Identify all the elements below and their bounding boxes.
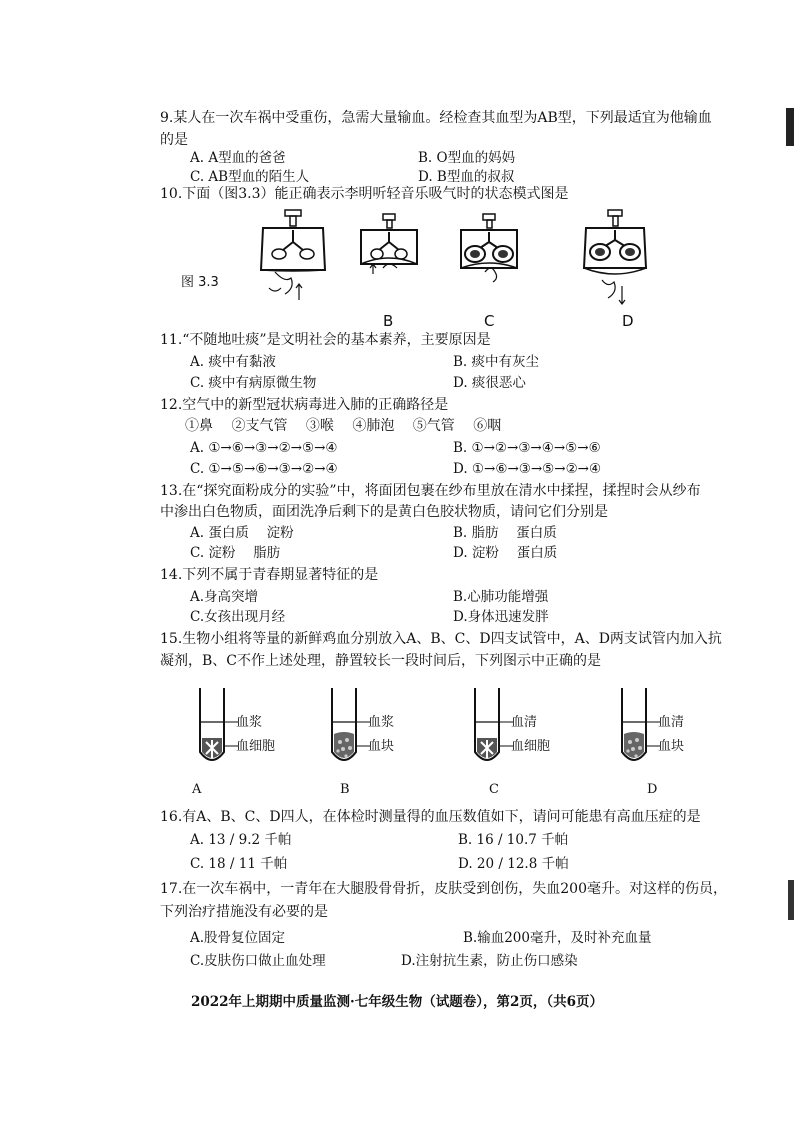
q14-option-d: D.身体迅速发胖 bbox=[453, 609, 549, 625]
bell-jar-model-a bbox=[255, 208, 335, 308]
q16-option-d: D. 20 / 12.8 千帕 bbox=[458, 856, 569, 872]
q17-option-a: A.股骨复位固定 bbox=[190, 930, 286, 946]
q16-option-b: B. 16 / 10.7 千帕 bbox=[458, 832, 569, 848]
q11-option-c: C. 痰中有病原微生物 bbox=[190, 375, 317, 391]
scan-edge-mark bbox=[786, 108, 794, 146]
tube-b-top-label: 血浆 bbox=[368, 715, 395, 730]
bell-jar-model-c bbox=[455, 212, 525, 302]
test-tube-d bbox=[620, 688, 648, 768]
q9-option-d: D. B型血的叔叔 bbox=[418, 169, 515, 185]
q16-option-c: C. 18 / 11 千帕 bbox=[190, 856, 288, 872]
q14-option-a: A.身高突增 bbox=[190, 589, 259, 605]
tube-letter-a: A bbox=[192, 782, 202, 797]
q10-stem: 10.下面（图3.3）能正确表示李明听轻音乐吸气时的状态模式图是 bbox=[160, 186, 569, 202]
q14-option-c: C.女孩出现月经 bbox=[190, 609, 286, 625]
q17-stem-cont: 下列治疗措施没有必要的是 bbox=[160, 904, 328, 920]
tube-c-top-label: 血清 bbox=[511, 715, 538, 730]
q12-option-c: C. ①→⑤→⑥→③→②→④ bbox=[190, 461, 338, 477]
q12-option-b: B. ①→②→③→④→⑤→⑥ bbox=[453, 440, 601, 456]
q17-option-c: C.皮肤伤口做止血处理 bbox=[190, 953, 326, 969]
q16-option-a: A. 13 / 9.2 千帕 bbox=[190, 832, 292, 848]
tube-d-top-label: 血清 bbox=[658, 715, 685, 730]
tube-letter-d: D bbox=[647, 782, 658, 797]
q11-option-d: D. 痰很恶心 bbox=[453, 375, 526, 391]
q11-stem: 11.“不随地吐痰”是文明社会的基本素养，主要原因是 bbox=[160, 332, 491, 348]
q9-option-a: A. A型血的爸爸 bbox=[190, 150, 286, 166]
bell-jar-model-d bbox=[580, 208, 655, 308]
q13-stem-cont: 中渗出白色物质，面团洗净后剩下的是黄白色胶状物质，请问它们分别是 bbox=[160, 504, 608, 520]
page-footer: 2022年上期期中质量监测·七年级生物（试题卷），第2页，（共6页） bbox=[190, 994, 604, 1010]
tube-c-bottom-label: 血细胞 bbox=[511, 739, 551, 754]
q11-option-b: B. 痰中有灰尘 bbox=[453, 354, 540, 370]
figure-letter-c: C bbox=[484, 312, 495, 330]
tube-a-top-label: 血浆 bbox=[236, 715, 263, 730]
q13-option-c: C. 淀粉 脂肪 bbox=[190, 545, 281, 561]
q17-stem: 17.在一次车祸中，一青年在大腿股骨骨折，皮肤受到创伤，失血200毫升。对这样的伤员， bbox=[160, 881, 727, 897]
figure-label: 图 3.3 bbox=[181, 275, 219, 290]
test-tube-b bbox=[330, 688, 358, 768]
q14-option-b: B.心肺功能增强 bbox=[453, 589, 549, 605]
q12-option-a: A. ①→⑥→③→②→⑤→④ bbox=[190, 440, 338, 456]
q13-stem: 13.在“探究面粉成分的实验”中，将面团包裹在纱布里放在清水中揉捏，揉捏时会从纱布 bbox=[160, 483, 701, 499]
bell-jar-model-b bbox=[355, 212, 425, 302]
tube-a-bottom-label: 血细胞 bbox=[236, 739, 276, 754]
scan-edge-mark bbox=[788, 880, 794, 920]
q17-option-b: B.输血200毫升，及时补充血量 bbox=[463, 930, 652, 946]
q13-option-b: B. 脂肪 蛋白质 bbox=[453, 525, 557, 541]
q16-stem: 16.有A、B、C、D四人，在体检时测量得的血压数值如下，请问可能患有高血压症的是 bbox=[160, 809, 701, 825]
q14-stem: 14.下列不属于青春期显著特征的是 bbox=[160, 567, 379, 583]
figure-letter-d: D bbox=[622, 312, 634, 330]
q9-stem-cont: 的是 bbox=[160, 132, 188, 148]
q9-option-c: C. AB型血的陌生人 bbox=[190, 169, 310, 185]
q12-option-d: D. ①→⑥→③→⑤→②→④ bbox=[453, 461, 602, 477]
q9-stem: 9.某人在一次车祸中受重伤，急需大量输血。经检查其血型为AB型，下列最适宜为他输血 bbox=[160, 110, 712, 126]
tube-b-bottom-label: 血块 bbox=[368, 739, 395, 754]
tube-letter-c: C bbox=[489, 782, 499, 797]
test-tube-c bbox=[473, 688, 501, 768]
q17-option-d: D.注射抗生素，防止伤口感染 bbox=[401, 953, 578, 969]
q11-option-a: A. 痰中有黏液 bbox=[190, 354, 276, 370]
test-tube-a bbox=[198, 688, 226, 768]
q13-option-a: A. 蛋白质 淀粉 bbox=[190, 525, 294, 541]
figure-letter-b: B bbox=[383, 312, 394, 330]
q12-items: ①鼻 ②支气管 ③喉 ④肺泡 ⑤气管 ⑥咽 bbox=[185, 418, 502, 434]
q12-stem: 12.空气中的新型冠状病毒进入肺的正确路径是 bbox=[160, 397, 449, 413]
q9-option-b: B. O型血的妈妈 bbox=[418, 150, 516, 166]
tube-letter-b: B bbox=[340, 782, 350, 797]
tube-d-bottom-label: 血块 bbox=[658, 739, 685, 754]
q15-stem: 15.生物小组将等量的新鲜鸡血分别放入A、B、C、D四支试管中，A、D两支试管内加入抗 bbox=[160, 631, 722, 647]
q15-stem-cont: 凝剂，B、C不作上述处理，静置较长一段时间后，下列图示中正确的是 bbox=[160, 653, 601, 669]
q13-option-d: D. 淀粉 蛋白质 bbox=[453, 545, 558, 561]
